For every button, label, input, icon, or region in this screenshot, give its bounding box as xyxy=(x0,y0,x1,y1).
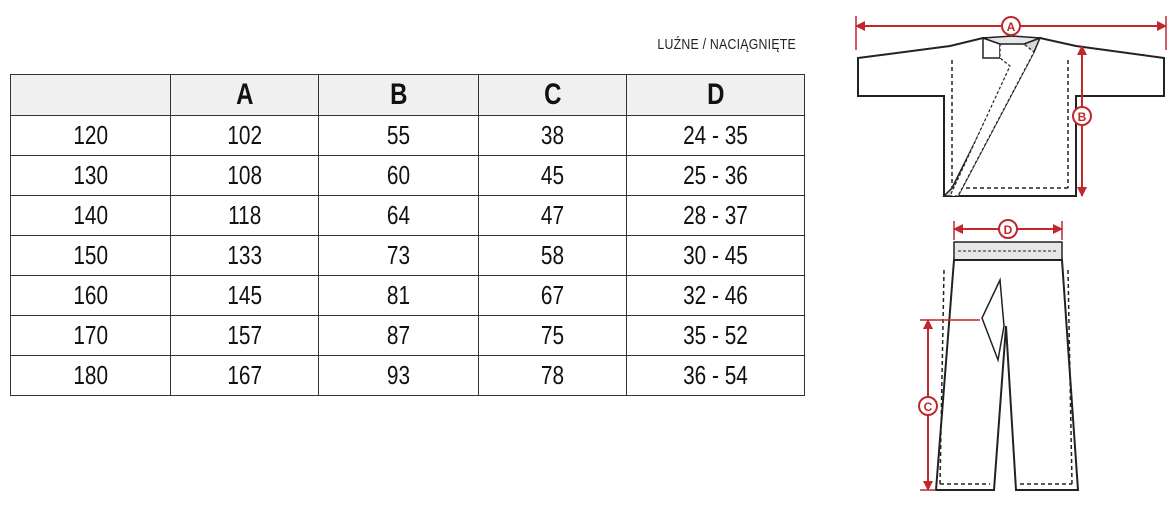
cell-c: 75 xyxy=(479,316,627,356)
fit-note: LUŹNE / NACIĄGNIĘTE xyxy=(657,36,796,53)
table-row xyxy=(11,276,805,316)
cell-b: 64 xyxy=(319,196,479,236)
cell-d: 25 - 36 xyxy=(627,156,805,196)
cell-d: 28 - 37 xyxy=(627,196,805,236)
cell-a: 133 xyxy=(171,236,319,276)
cell-c: 47 xyxy=(479,196,627,236)
cell-size: 170 xyxy=(11,316,171,356)
header-c: C xyxy=(479,75,627,116)
cell-a: 118 xyxy=(171,196,319,236)
label-d: D xyxy=(1003,223,1013,237)
cell-b: 55 xyxy=(319,116,479,156)
cell-c: 38 xyxy=(479,116,627,156)
table-header-row xyxy=(11,75,805,116)
cell-b: 73 xyxy=(319,236,479,276)
cell-size: 120 xyxy=(11,116,171,156)
table-row xyxy=(11,156,805,196)
header-d: D xyxy=(627,75,805,116)
cell-c: 45 xyxy=(479,156,627,196)
table-row xyxy=(11,316,805,356)
cell-size: 140 xyxy=(11,196,171,236)
pants-drawing xyxy=(936,242,1078,490)
cell-d: 24 - 35 xyxy=(627,116,805,156)
cell-a: 157 xyxy=(171,316,319,356)
cell-d: 30 - 45 xyxy=(627,236,805,276)
cell-size: 150 xyxy=(11,236,171,276)
table-row xyxy=(11,356,805,396)
label-b: B xyxy=(1077,110,1087,124)
cell-a: 102 xyxy=(171,116,319,156)
header-size xyxy=(11,75,171,116)
cell-b: 81 xyxy=(319,276,479,316)
measure-d xyxy=(954,220,1062,240)
size-table xyxy=(10,74,805,396)
cell-size: 130 xyxy=(11,156,171,196)
table-row xyxy=(11,236,805,276)
cell-size: 180 xyxy=(11,356,171,396)
cell-c: 58 xyxy=(479,236,627,276)
cell-d: 32 - 46 xyxy=(627,276,805,316)
cell-d: 36 - 54 xyxy=(627,356,805,396)
cell-b: 87 xyxy=(319,316,479,356)
header-a: A xyxy=(171,75,319,116)
cell-b: 93 xyxy=(319,356,479,396)
cell-c: 67 xyxy=(479,276,627,316)
jacket-drawing xyxy=(858,36,1164,196)
table-row xyxy=(11,196,805,236)
uniform-diagram xyxy=(840,0,1170,514)
label-c: C xyxy=(923,400,933,414)
cell-a: 167 xyxy=(171,356,319,396)
cell-a: 145 xyxy=(171,276,319,316)
cell-b: 60 xyxy=(319,156,479,196)
cell-c: 78 xyxy=(479,356,627,396)
label-a: A xyxy=(1006,20,1016,34)
cell-size: 160 xyxy=(11,276,171,316)
cell-d: 35 - 52 xyxy=(627,316,805,356)
cell-a: 108 xyxy=(171,156,319,196)
table-row xyxy=(11,116,805,156)
header-b: B xyxy=(319,75,479,116)
